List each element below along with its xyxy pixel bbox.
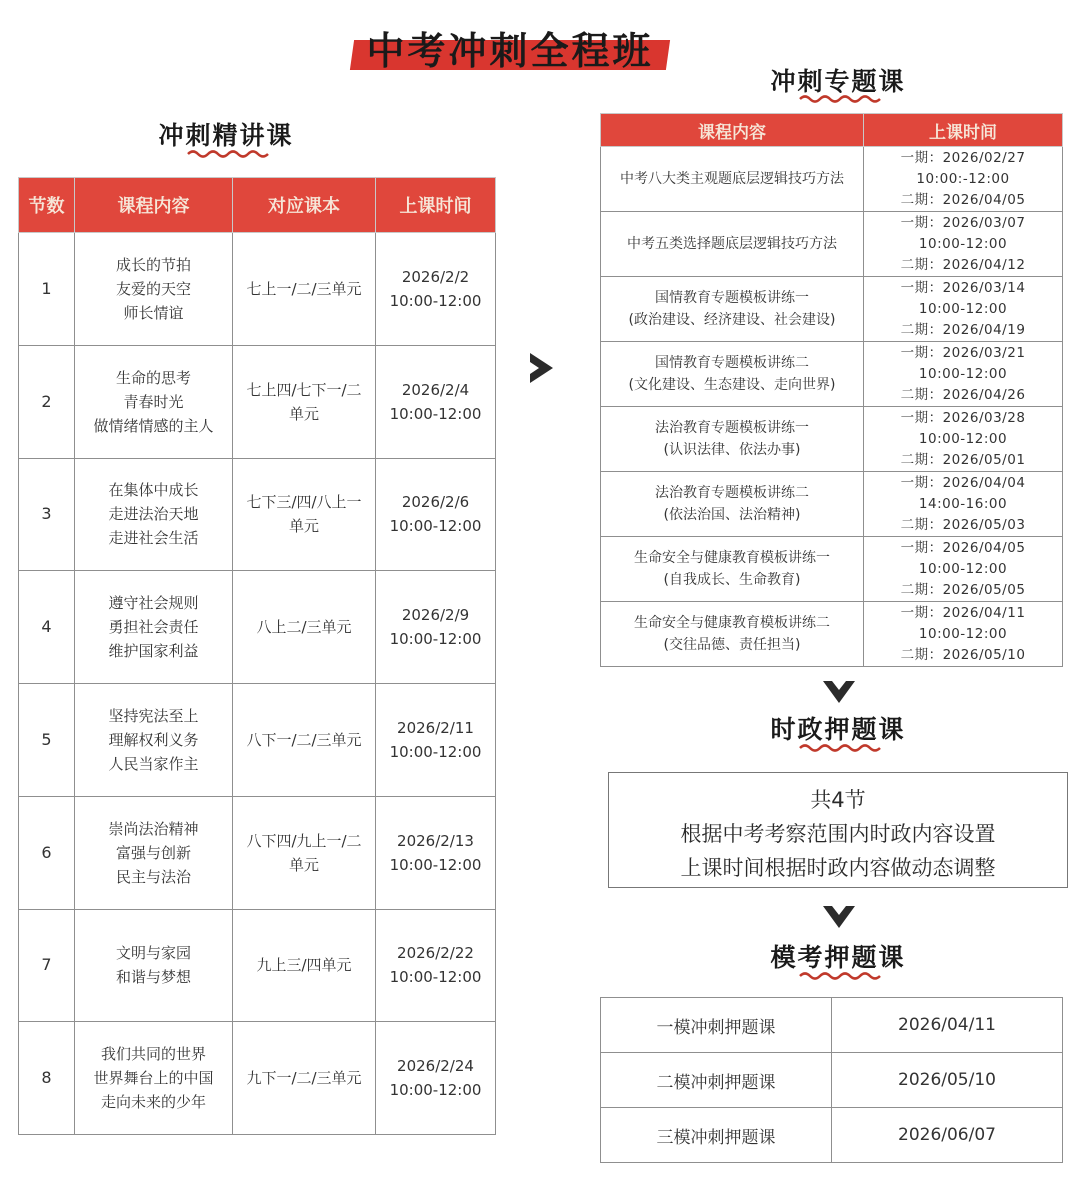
table-row xyxy=(19,571,496,684)
table-row xyxy=(19,233,496,346)
mock-title-underline xyxy=(798,970,882,980)
lesson-content: 坚持宪法至上 理解权利义务 人民当家作主 xyxy=(75,684,233,797)
table-row xyxy=(601,212,1063,277)
topic-time: 一期：2026/04/05 10:00-12:00 二期：2026/05/05 xyxy=(864,537,1063,602)
topic-table-header xyxy=(601,114,1063,147)
topic-content: 生命安全与健康教育模板讲练二 (交往品德、责任担当) xyxy=(601,602,864,667)
lesson-number: 7 xyxy=(19,909,75,1022)
lesson-time: 2026/2/13 10:00-12:00 xyxy=(376,796,496,909)
mock-course-date: 2026/04/11 xyxy=(832,998,1063,1053)
table-row xyxy=(601,1053,1063,1108)
topic-time: 一期：2026/03/07 10:00-12:00 二期：2026/04/12 xyxy=(864,212,1063,277)
table-row xyxy=(19,684,496,797)
topic-time: 一期：2026/02/27 10:00:-12:00 二期：2026/04/05 xyxy=(864,147,1063,212)
politics-info-box xyxy=(608,772,1068,888)
lesson-time: 2026/2/22 10:00-12:00 xyxy=(376,909,496,1022)
lesson-number: 4 xyxy=(19,571,75,684)
table-row xyxy=(601,998,1063,1053)
topic-content: 国情教育专题模板讲练二 (文化建设、生态建设、走向世界) xyxy=(601,342,864,407)
mock-course-name: 三模冲刺押题课 xyxy=(601,1108,832,1163)
politics-lesson-count: 共4节 xyxy=(810,788,866,812)
lesson-time: 2026/2/6 10:00-12:00 xyxy=(376,458,496,571)
topic-table xyxy=(600,113,1063,667)
topic-content: 中考五类选择题底层逻辑技巧方法 xyxy=(601,212,864,277)
table-row xyxy=(601,407,1063,472)
header-lesson-content: 课程内容 xyxy=(75,178,233,233)
chevron-down-icon xyxy=(821,903,857,931)
topic-content: 生命安全与健康教育模板讲练一 (自我成长、生命教育) xyxy=(601,537,864,602)
header-topic-content: 课程内容 xyxy=(601,114,864,147)
lesson-number: 2 xyxy=(19,345,75,458)
lesson-content: 我们共同的世界 世界舞台上的中国 走向未来的少年 xyxy=(75,1022,233,1135)
table-row xyxy=(19,345,496,458)
lesson-textbook: 七下三/四/八上一 单元 xyxy=(233,458,376,571)
table-row xyxy=(601,537,1063,602)
lesson-textbook: 七上四/七下一/二 单元 xyxy=(233,345,376,458)
mock-table xyxy=(600,997,1063,1163)
table-row xyxy=(601,602,1063,667)
lesson-textbook: 八下一/二/三单元 xyxy=(233,684,376,797)
table-row xyxy=(601,147,1063,212)
lesson-number: 8 xyxy=(19,1022,75,1135)
header-topic-time: 上课时间 xyxy=(864,114,1063,147)
lesson-time: 2026/2/11 10:00-12:00 xyxy=(376,684,496,797)
lesson-time: 2026/2/2 10:00-12:00 xyxy=(376,233,496,346)
lesson-textbook: 七上一/二/三单元 xyxy=(233,233,376,346)
topic-time: 一期：2026/04/11 10:00-12:00 二期：2026/05/10 xyxy=(864,602,1063,667)
lesson-time: 2026/2/24 10:00-12:00 xyxy=(376,1022,496,1135)
topic-content: 中考八大类主观题底层逻辑技巧方法 xyxy=(601,147,864,212)
lesson-content: 崇尚法治精神 富强与创新 民主与法治 xyxy=(75,796,233,909)
mock-course-date: 2026/06/07 xyxy=(832,1108,1063,1163)
topic-content: 法治教育专题模板讲练一 (认识法律、依法办事) xyxy=(601,407,864,472)
lesson-content: 在集体中成长 走进法治天地 走进社会生活 xyxy=(75,458,233,571)
topic-section-title: 冲刺专题课 xyxy=(770,67,906,96)
lesson-number: 3 xyxy=(19,458,75,571)
header-lesson-number: 节数 xyxy=(19,178,75,233)
chevron-right-icon xyxy=(526,350,558,386)
lesson-textbook: 八下四/九上一/二 单元 xyxy=(233,796,376,909)
lesson-content: 遵守社会规则 勇担社会责任 维护国家利益 xyxy=(75,571,233,684)
lesson-table xyxy=(18,177,496,1135)
politics-schedule-note: 上课时间根据时政内容做动态调整 xyxy=(680,856,996,880)
lesson-content: 成长的节拍 友爱的天空 师长情谊 xyxy=(75,233,233,346)
table-row xyxy=(601,1108,1063,1163)
lesson-content: 生命的思考 青春时光 做情绪情感的主人 xyxy=(75,345,233,458)
chevron-down-icon xyxy=(821,678,857,706)
table-row xyxy=(19,909,496,1022)
header-class-time: 上课时间 xyxy=(376,178,496,233)
lesson-textbook: 九下一/二/三单元 xyxy=(233,1022,376,1135)
lesson-number: 1 xyxy=(19,233,75,346)
table-row xyxy=(19,1022,496,1135)
politics-section-title: 时政押题课 xyxy=(770,715,906,744)
lesson-textbook: 八上二/三单元 xyxy=(233,571,376,684)
lesson-number: 5 xyxy=(19,684,75,797)
main-title-block xyxy=(352,14,668,76)
main-title: 中考冲刺全程班 xyxy=(366,29,654,73)
topic-time: 一期：2026/03/14 10:00-12:00 二期：2026/04/19 xyxy=(864,277,1063,342)
mock-course-name: 二模冲刺押题课 xyxy=(601,1053,832,1108)
topic-content: 法治教育专题模板讲练二 (依法治国、法治精神) xyxy=(601,472,864,537)
mock-section-title: 模考押题课 xyxy=(770,943,906,972)
lesson-table-header xyxy=(19,178,496,233)
table-row xyxy=(601,472,1063,537)
topic-time: 一期：2026/03/21 10:00-12:00 二期：2026/04/26 xyxy=(864,342,1063,407)
topic-time: 一期：2026/03/28 10:00-12:00 二期：2026/05/01 xyxy=(864,407,1063,472)
politics-description: 根据中考考察范围内时政内容设置 xyxy=(680,822,996,846)
table-row xyxy=(19,796,496,909)
table-row xyxy=(19,458,496,571)
mock-course-name: 一模冲刺押题课 xyxy=(601,998,832,1053)
lesson-time: 2026/2/4 10:00-12:00 xyxy=(376,345,496,458)
table-row xyxy=(601,277,1063,342)
lesson-section-title: 冲刺精讲课 xyxy=(158,121,294,150)
lesson-textbook: 九上三/四单元 xyxy=(233,909,376,1022)
lesson-title-underline xyxy=(186,148,270,158)
table-row xyxy=(601,342,1063,407)
mock-course-date: 2026/05/10 xyxy=(832,1053,1063,1108)
lesson-number: 6 xyxy=(19,796,75,909)
header-textbook: 对应课本 xyxy=(233,178,376,233)
topic-title-underline xyxy=(798,93,882,103)
politics-title-underline xyxy=(798,742,882,752)
lesson-content: 文明与家园 和谐与梦想 xyxy=(75,909,233,1022)
topic-time: 一期：2026/04/04 14:00-16:00 二期：2026/05/03 xyxy=(864,472,1063,537)
lesson-time: 2026/2/9 10:00-12:00 xyxy=(376,571,496,684)
topic-content: 国情教育专题模板讲练一 (政治建设、经济建设、社会建设) xyxy=(601,277,864,342)
